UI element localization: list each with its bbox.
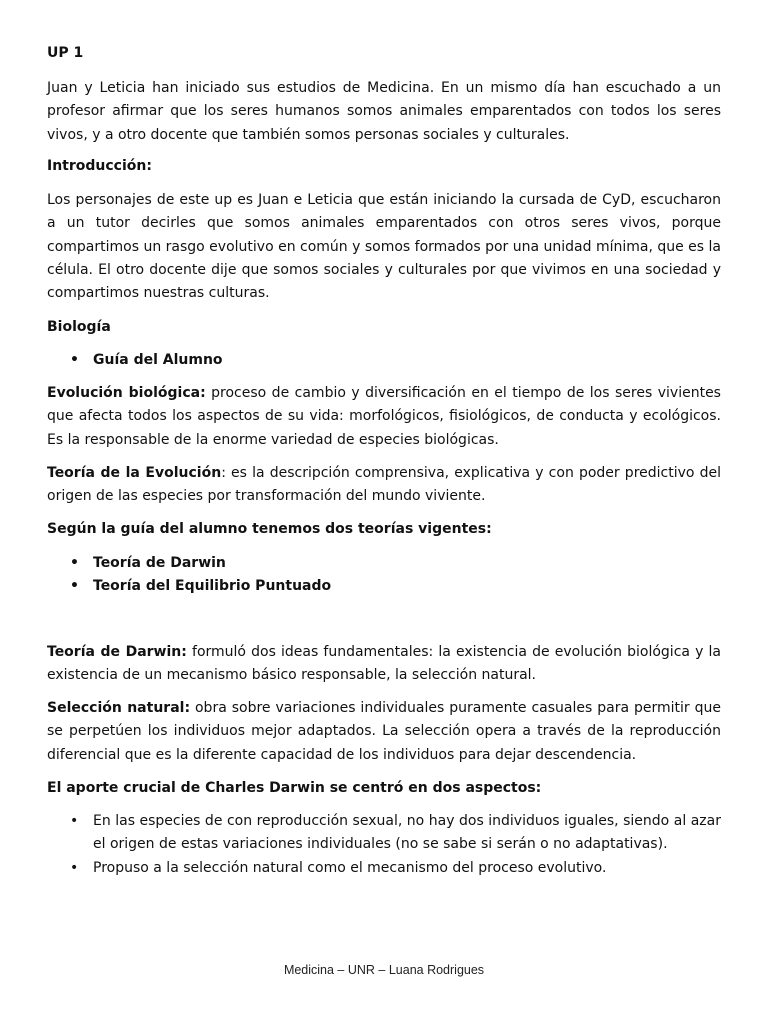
teoria-darwin-paragraph bbox=[47, 641, 721, 688]
bullet-icon: • bbox=[70, 352, 79, 368]
page-heading: UP 1 bbox=[47, 45, 84, 61]
seleccion-natural-paragraph bbox=[47, 697, 721, 767]
list-item: • Propuso a la selección natural como el mecanismo del proceso evolutivo. bbox=[47, 857, 721, 880]
teoria-darwin-text: formuló dos ideas fundamentales: la existencia de evolución biológica y la existencia de un mecanismo básico responsable, la selección natural. bbox=[47, 644, 721, 684]
teoria-evolucion-text: : es la descripción comprensiva, explicativa y con poder predictivo del origen de las especies por transformación del mundo viviente. bbox=[47, 465, 721, 505]
introduccion-text: Los personajes de este up es Juan e Leticia que están iniciando la cursada de CyD, escucharon a un tutor decirles que somos animales emparentados con otros seres vivos, porque compartimos un rasgo evolutivo en común y somos formados por una unidad mínima, que es la célula. El otro docente dije que somos sociales y culturales por que vivimos en una sociedad y compartimos nuestras culturas. bbox=[47, 192, 722, 302]
bullet-icon: • bbox=[70, 578, 79, 595]
list-item: • Teoría del Equilibrio Puntuado bbox=[47, 575, 721, 598]
list-item: • Teoría de Darwin bbox=[47, 552, 721, 575]
page-footer: Medicina – UNR – Luana Rodrigues bbox=[283, 963, 485, 977]
aporte-darwin-list bbox=[47, 810, 721, 880]
aporte-darwin-title: El aporte crucial de Charles Darwin se centró en dos aspectos: bbox=[47, 780, 542, 796]
list-item: • En las especies de con reproducción sexual, no hay dos individuos iguales, siendo al azar el origen de estas variaciones individuales (no se sabe si serán o no adaptativas). bbox=[47, 810, 721, 857]
teorias-vigentes-title: Según la guía del alumno tenemos dos teorías vigentes: bbox=[47, 521, 492, 537]
teoria-darwin-term: Teoría de Darwin: bbox=[47, 644, 187, 660]
teoria-evolucion-term: Teoría de la Evolución bbox=[47, 465, 222, 481]
list-item: • Guía del Alumno bbox=[47, 349, 721, 372]
teorias-vigentes-list bbox=[47, 552, 721, 599]
seleccion-natural-text: obra sobre variaciones individuales puramente casuales para permitir que se perpetúen los individuos mejor adaptados. La selección opera a través de la reproducción diferencial que es la diferente capacidad de los individuos para dejar descendencia. bbox=[47, 700, 721, 763]
evolucion-term: Evolución biológica: bbox=[47, 385, 206, 401]
bullet-icon: • bbox=[70, 555, 79, 571]
bullet-icon: • bbox=[70, 813, 79, 829]
seleccion-natural-term: Selección natural: bbox=[47, 700, 191, 716]
introduccion-title: Introducción: bbox=[47, 158, 152, 174]
bullet-icon: • bbox=[70, 859, 79, 876]
biologia-list bbox=[47, 349, 721, 372]
evolucion-text: proceso de cambio y diversificación en el tiempo de los seres vivientes que afecta todos los aspectos de su vida: morfológicos, fisiológicos, de conducta y ecológicos. Es la responsable de la enorme variedad de especies biológicas. bbox=[47, 385, 721, 448]
intro-paragraph: Juan y Leticia han iniciado sus estudios de Medicina. En un mismo día han escuchado a un profesor afirmar que los seres humanos somos animales emparentados con todos los seres vivos, y a otro docente que también somos personas sociales y culturales. bbox=[47, 80, 721, 143]
teoria-evolucion-paragraph bbox=[47, 462, 721, 509]
biologia-title: Biología bbox=[47, 319, 111, 335]
evolucion-paragraph bbox=[47, 382, 721, 452]
